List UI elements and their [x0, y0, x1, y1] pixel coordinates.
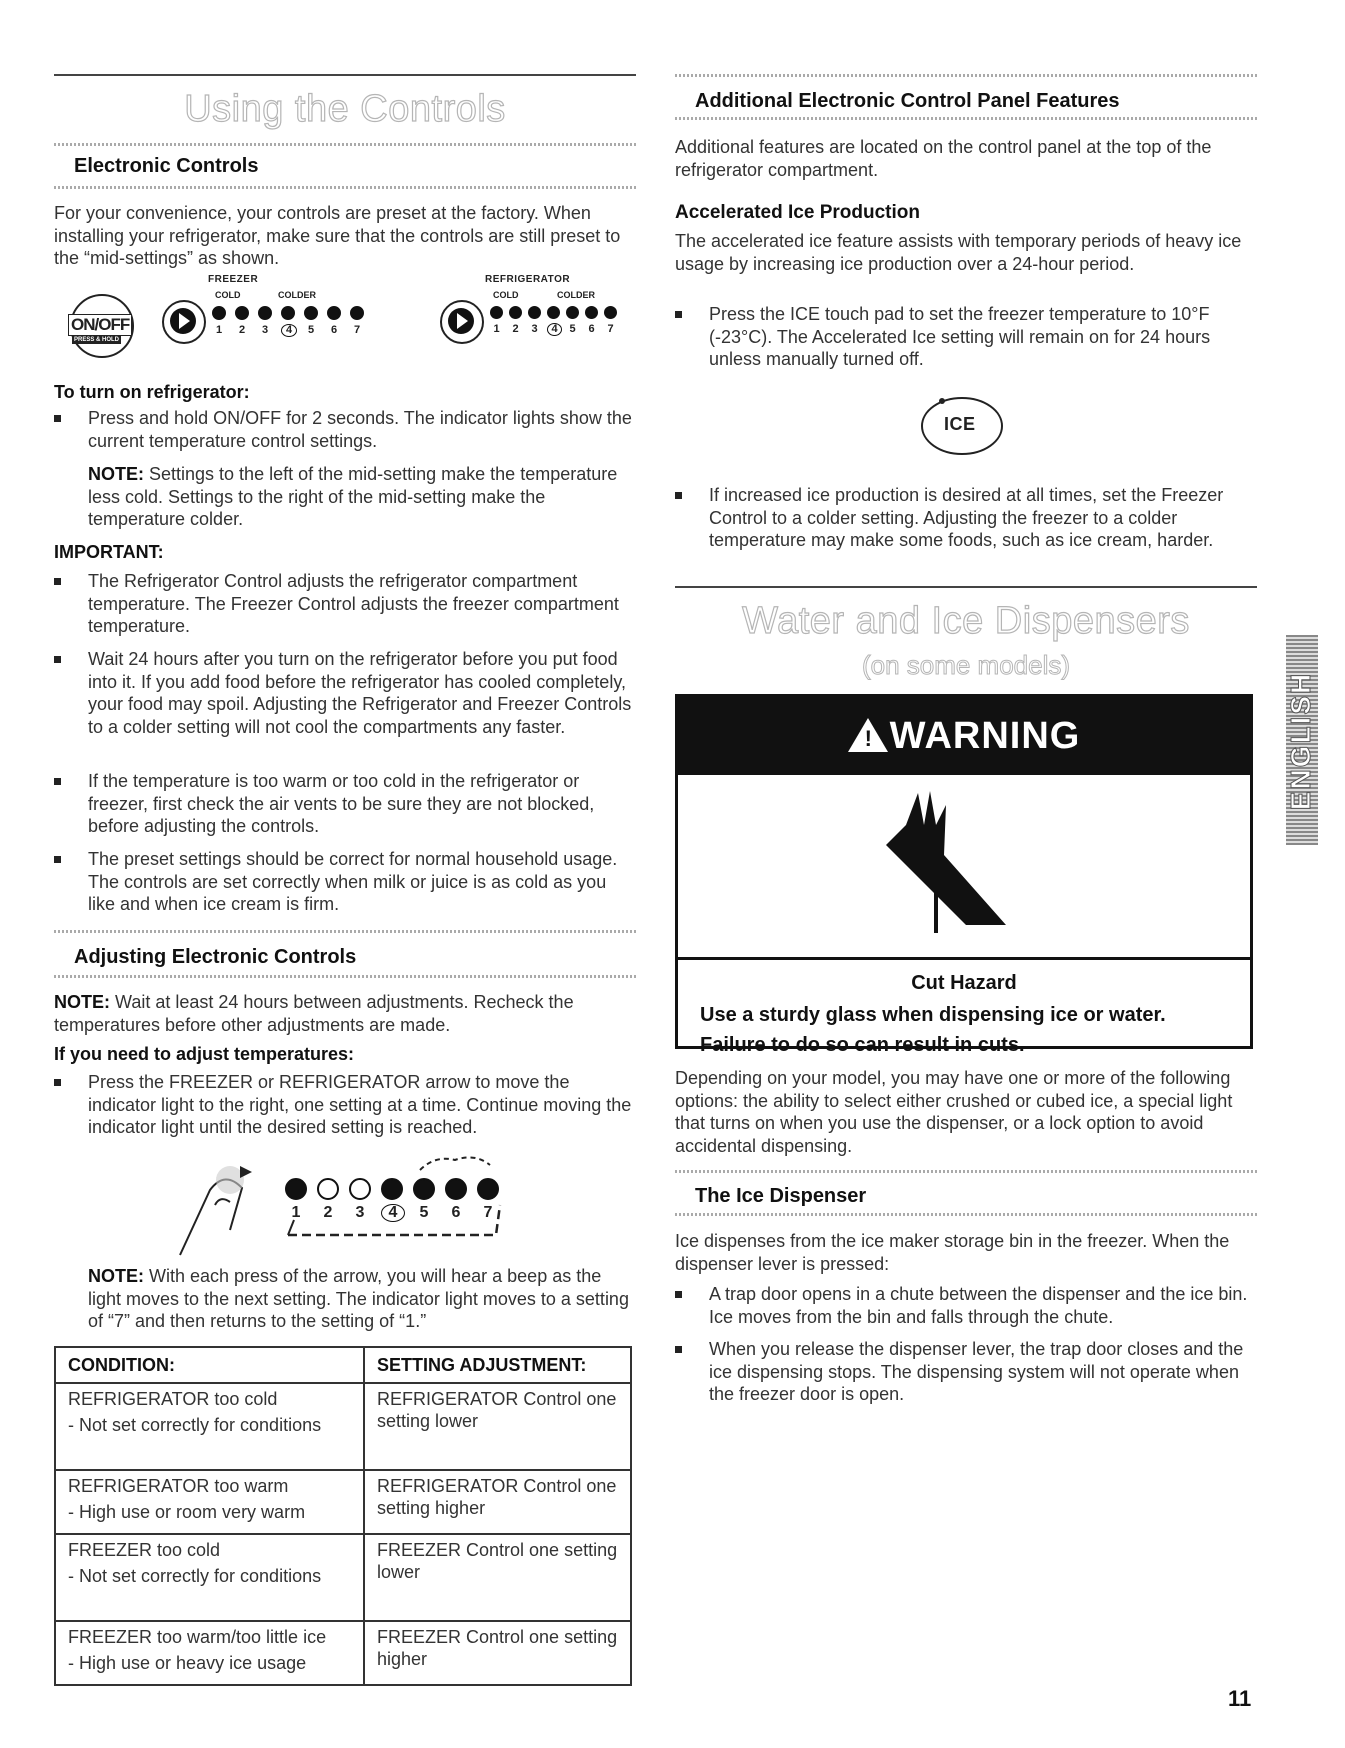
turn-on-heading: To turn on refrigerator: — [54, 382, 250, 402]
setting-number: 6 — [588, 323, 595, 335]
indicator-light — [477, 1178, 499, 1200]
condition-table — [54, 1346, 632, 1686]
hazard-line-1: Use a sturdy glass when dispensing ice or water. — [700, 1004, 1166, 1026]
warning-triangle-icon: ! — [848, 718, 888, 752]
indicator-light — [585, 306, 598, 319]
warning-header: ! WARNING — [678, 697, 1250, 775]
indicator-light — [566, 306, 579, 319]
indicator-light — [258, 306, 272, 320]
table-row: FREEZER too cold - Not set correctly for conditions FREEZER Control one setting lower — [55, 1534, 631, 1621]
list-item: Press the FREEZER or REFRIGERATOR arrow to move the indicator light to the right, one setting at a time. Continue moving the indicator light until the desired setting is reached. — [54, 1071, 634, 1141]
play-arrow-icon — [164, 302, 204, 342]
indicator-light — [285, 1178, 307, 1200]
indicator-light — [317, 1178, 339, 1200]
list-item: Press and hold ON/OFF for 2 seconds. The indicator lights show the current temperature control settings. — [54, 407, 634, 453]
table-header: SETTING ADJUSTMENT: — [364, 1347, 631, 1383]
list-item: The preset settings should be correct for normal household usage. The controls are set correctly when milk or juice is as cold as you like and when ice cream is firm. — [54, 848, 634, 918]
indicator-light — [445, 1178, 467, 1200]
indicator-light — [349, 1178, 371, 1200]
ice-touch-pad[interactable] — [912, 392, 1012, 457]
setting-number: 4 — [547, 323, 562, 336]
hazard-line-2: Failure to do so can result in cuts. — [700, 1034, 1025, 1056]
indicator-light — [547, 306, 560, 319]
indicator-light — [413, 1178, 435, 1200]
setting-number: 7 — [607, 323, 614, 335]
setting-number: 4 — [281, 324, 297, 337]
divider — [54, 975, 636, 978]
press-hold-label: PRESS & HOLD — [74, 337, 120, 343]
control-panel-illustration — [60, 262, 630, 372]
rule — [675, 586, 1257, 588]
refrigerator-colder-label: COLDER — [557, 290, 595, 300]
section-title-dispensers: Water and Ice Dispensers — [742, 600, 1190, 642]
indicator-light — [604, 306, 617, 319]
indicator-light — [528, 306, 541, 319]
section-heading-additional: Additional Electronic Control Panel Features — [695, 90, 1120, 112]
indicator-light — [381, 1178, 403, 1200]
setting-number: 6 — [330, 324, 338, 336]
section-heading-adjusting: Adjusting Electronic Controls — [74, 946, 357, 968]
table-row: FREEZER too warm/too little ice - High use or heavy ice usage FREEZER Control one setting higher — [55, 1621, 631, 1685]
table-row: REFRIGERATOR too cold - Not set correctly for conditions REFRIGERATOR Control one setting lower — [55, 1383, 631, 1470]
setting-number: 4 — [381, 1204, 405, 1222]
page-title: Using the Controls — [184, 88, 506, 130]
paragraph: Ice dispenses from the ice maker storage bin in the freezer. When the dispenser lever is pressed: — [675, 1231, 1230, 1274]
freezer-cold-label: COLD — [215, 290, 241, 300]
refrigerator-indicator-lights — [490, 306, 630, 346]
setting-number: 3 — [531, 323, 538, 335]
indicator-light — [327, 306, 341, 320]
refrigerator-arrow-button[interactable] — [440, 300, 484, 344]
section-subtitle: (on some models) — [861, 650, 1071, 680]
divider — [54, 186, 636, 189]
warning-box — [675, 694, 1253, 1056]
indicator-light — [281, 306, 295, 320]
note-paragraph: NOTE: Wait at least 24 hours between adjustments. Recheck the temperatures before other adjustments are made. — [54, 992, 574, 1035]
onoff-button[interactable] — [70, 294, 134, 358]
table-row: REFRIGERATOR too warm - High use or room very warm REFRIGERATOR Control one setting higher — [55, 1470, 631, 1534]
divider — [675, 117, 1257, 120]
freezer-colder-label: COLDER — [278, 290, 316, 300]
paragraph: Depending on your model, you may have one or more of the following options: the ability to select either crushed or cubed ice, a special light that turns on when you use the dispenser, or a lock option to avoid accidental dispensing. — [675, 1068, 1233, 1156]
setting-number: 5 — [419, 1204, 429, 1221]
setting-number: 1 — [291, 1204, 301, 1221]
adjust-indicator-lights — [285, 1178, 515, 1228]
section-heading-electronic-controls: Electronic Controls — [74, 155, 259, 177]
setting-number: 1 — [493, 323, 500, 335]
setting-number: 1 — [215, 324, 223, 336]
divider — [675, 74, 1257, 77]
list-item: Wait 24 hours after you turn on the refrigerator before you put food into it. If you add food before the refrigerator has cooled completely, your food may spoil. Adjusting the Refrigerator and Freezer Controls to a colder setting will not cool the compartments any faster. — [54, 648, 634, 763]
setting-number: 7 — [483, 1204, 493, 1221]
finger-press-illustration — [170, 1150, 570, 1260]
setting-number: 2 — [238, 324, 246, 336]
list-item: A trap door opens in a chute between the dispenser and the ice bin. Ice moves from the bin and falls through the chute. — [675, 1283, 1257, 1329]
top-rule-left — [54, 74, 636, 76]
adjust-heading: If you need to adjust temperatures: — [54, 1044, 355, 1064]
indicator-light — [304, 306, 318, 320]
divider — [54, 930, 636, 933]
indicator-light — [490, 306, 503, 319]
divider — [675, 1213, 1257, 1216]
divider — [54, 143, 636, 146]
list-item: If increased ice production is desired at all times, set the Freezer Control to a colder setting. Adjusting the freezer to a colder temperature may make some foods, such as ice cream, harder. — [675, 484, 1257, 576]
important-heading: IMPORTANT: — [54, 542, 164, 562]
setting-number: 7 — [353, 324, 361, 336]
setting-number: 6 — [451, 1204, 461, 1221]
language-tab: ENGLISH — [1286, 635, 1318, 845]
section-heading-ice-dispenser: The Ice Dispenser — [695, 1185, 867, 1207]
setting-number: 2 — [323, 1204, 333, 1221]
paragraph: The accelerated ice feature assists with temporary periods of heavy ice usage by increasing ice production over a 24-hour period. — [675, 231, 1242, 274]
note-paragraph: NOTE: With each press of the arrow, you will hear a beep as the light moves to the next setting. The indicator light moves to a setting of “7” and then returns to the setting of “1.” — [88, 1266, 629, 1331]
intro-paragraph: For your convenience, your controls are preset at the factory. When installing your refrigerator, make sure that the controls are still preset to the “mid-settings” as shown. — [54, 203, 621, 268]
play-arrow-icon — [442, 302, 482, 342]
setting-number: 3 — [355, 1204, 365, 1221]
list-item: If the temperature is too warm or too cold in the refrigerator or freezer, first check the air vents to be sure they are not blocked, before adjusting the controls. — [54, 770, 634, 840]
divider — [675, 1170, 1257, 1173]
note-paragraph: NOTE: Settings to the left of the mid-setting make the temperature less cold. Settings to the right of the mid-setting make the temperature colder. — [88, 464, 618, 529]
setting-number: 5 — [569, 323, 576, 335]
indicator-light — [509, 306, 522, 319]
intro-paragraph: Additional features are located on the control panel at the top of the refrigerator compartment. — [675, 137, 1212, 180]
freezer-indicator-lights — [212, 306, 422, 346]
refrigerator-label: REFRIGERATOR — [485, 274, 571, 285]
indicator-light — [212, 306, 226, 320]
setting-number: 5 — [307, 324, 315, 336]
list-item: The Refrigerator Control adjusts the refrigerator compartment temperature. The Freezer Control adjusts the freezer compartment temperature. — [54, 570, 634, 640]
page-number: 11 — [1228, 1686, 1252, 1711]
list-item: Press the ICE touch pad to set the freezer temperature to 10°F (-23°C). The Accelerated Ice setting will remain on for 24 hours unless manually turned off. — [675, 303, 1257, 373]
setting-number: 3 — [261, 324, 269, 336]
refrigerator-cold-label: COLD — [493, 290, 519, 300]
setting-number: 2 — [512, 323, 519, 335]
table-header: CONDITION: — [55, 1347, 364, 1383]
indicator-light — [235, 306, 249, 320]
freezer-arrow-button[interactable] — [162, 300, 206, 344]
onoff-label: ON/OFF — [68, 314, 132, 336]
list-item: When you release the dispenser lever, the trap door closes and the ice dispensing stops. The dispensing system will not operate when the freezer door is open. — [675, 1338, 1257, 1408]
ice-label: ICE — [944, 414, 976, 434]
freezer-label: FREEZER — [208, 274, 259, 285]
cut-hazard-icon — [866, 785, 1066, 955]
indicator-light — [350, 306, 364, 320]
subheading-accelerated-ice: Accelerated Ice Production — [675, 202, 920, 223]
hazard-title: Cut Hazard — [911, 972, 1017, 994]
